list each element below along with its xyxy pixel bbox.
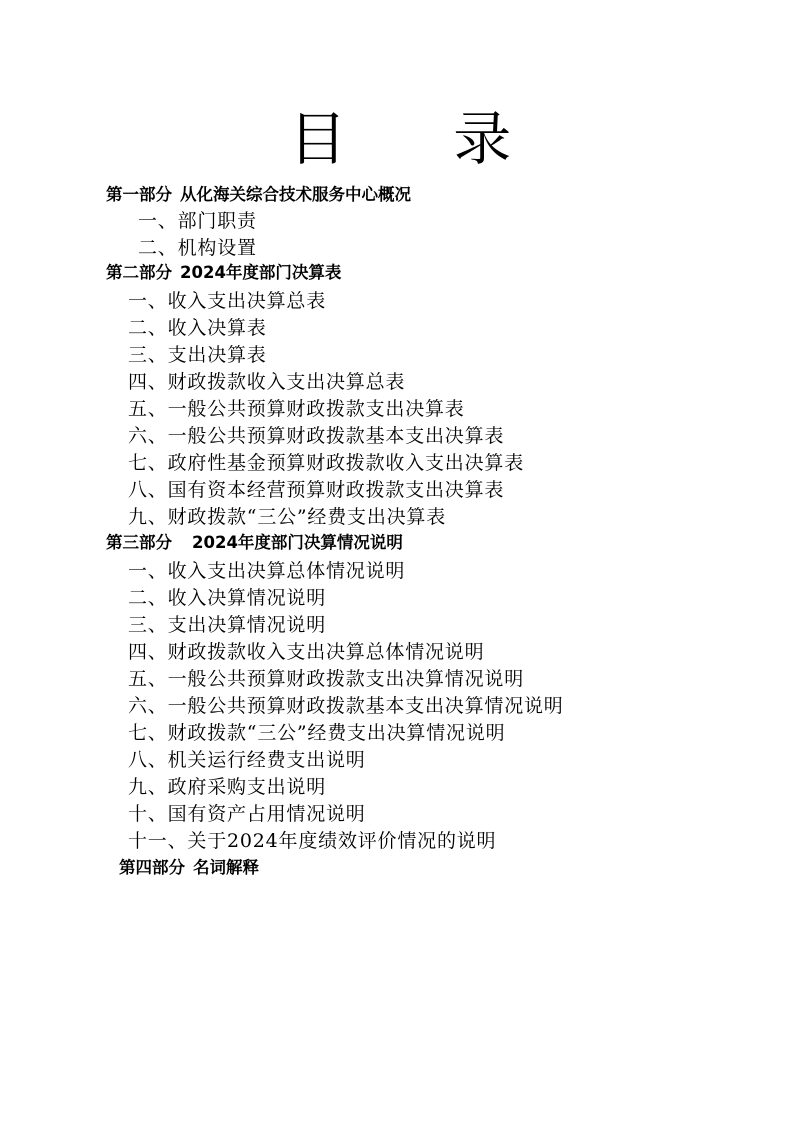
part-4-title: 名词解释: [193, 858, 259, 877]
toc-item: 九、财政拨款“三公”经费支出决算表: [128, 506, 447, 528]
part-3-label: 第三部分: [106, 533, 172, 552]
part-1-heading: [106, 184, 411, 206]
toc-item: 三、支出决算情况说明: [128, 614, 327, 636]
part-1-title: 从化海关综合技术服务中心概况: [180, 185, 411, 204]
toc-item: 六、一般公共预算财政拨款基本支出决算表: [128, 425, 505, 447]
part-1-label: 第一部分: [106, 185, 172, 204]
toc-item: 七、政府性基金预算财政拨款收入支出决算表: [128, 452, 525, 474]
toc-item: 一、收入支出决算总体情况说明: [128, 560, 406, 582]
part-3-heading: [106, 532, 403, 554]
toc-item: 三、支出决算表: [128, 344, 267, 366]
part-4-heading: [119, 857, 259, 879]
toc-item: 十、国有资产占用情况说明: [128, 803, 366, 825]
part-3-title: 2024年度部门决算情况说明: [192, 533, 403, 552]
page-title: 目 录: [288, 105, 556, 173]
toc-item: 四、财政拨款收入支出决算总表: [128, 371, 406, 393]
toc-item: 十一、关于2024年度绩效评价情况的说明: [128, 830, 497, 852]
toc-item: 一、收入支出决算总表: [128, 290, 327, 312]
toc-item: 二、收入决算情况说明: [128, 587, 327, 609]
part-2-title: 2024年度部门决算表: [180, 263, 342, 282]
part-2-heading: [106, 262, 341, 284]
toc-item: 八、国有资本经营预算财政拨款支出决算表: [128, 479, 505, 501]
toc-item: 二、机构设置: [138, 237, 257, 259]
part-4-label: 第四部分: [119, 858, 185, 877]
toc-item: 二、收入决算表: [128, 317, 267, 339]
toc-item: 五、一般公共预算财政拨款支出决算情况说明: [128, 668, 525, 690]
toc-item: 四、财政拨款收入支出决算总体情况说明: [128, 641, 485, 663]
toc-item: 六、一般公共预算财政拨款基本支出决算情况说明: [128, 695, 564, 717]
toc-item: 九、政府采购支出说明: [128, 776, 327, 798]
toc-item: 八、机关运行经费支出说明: [128, 749, 366, 771]
part-2-label: 第二部分: [106, 263, 172, 282]
toc-item: 一、部门职责: [138, 210, 257, 232]
toc-item: 七、财政拨款“三公”经费支出决算情况说明: [128, 722, 506, 744]
toc-item: 五、一般公共预算财政拨款支出决算表: [128, 398, 465, 420]
